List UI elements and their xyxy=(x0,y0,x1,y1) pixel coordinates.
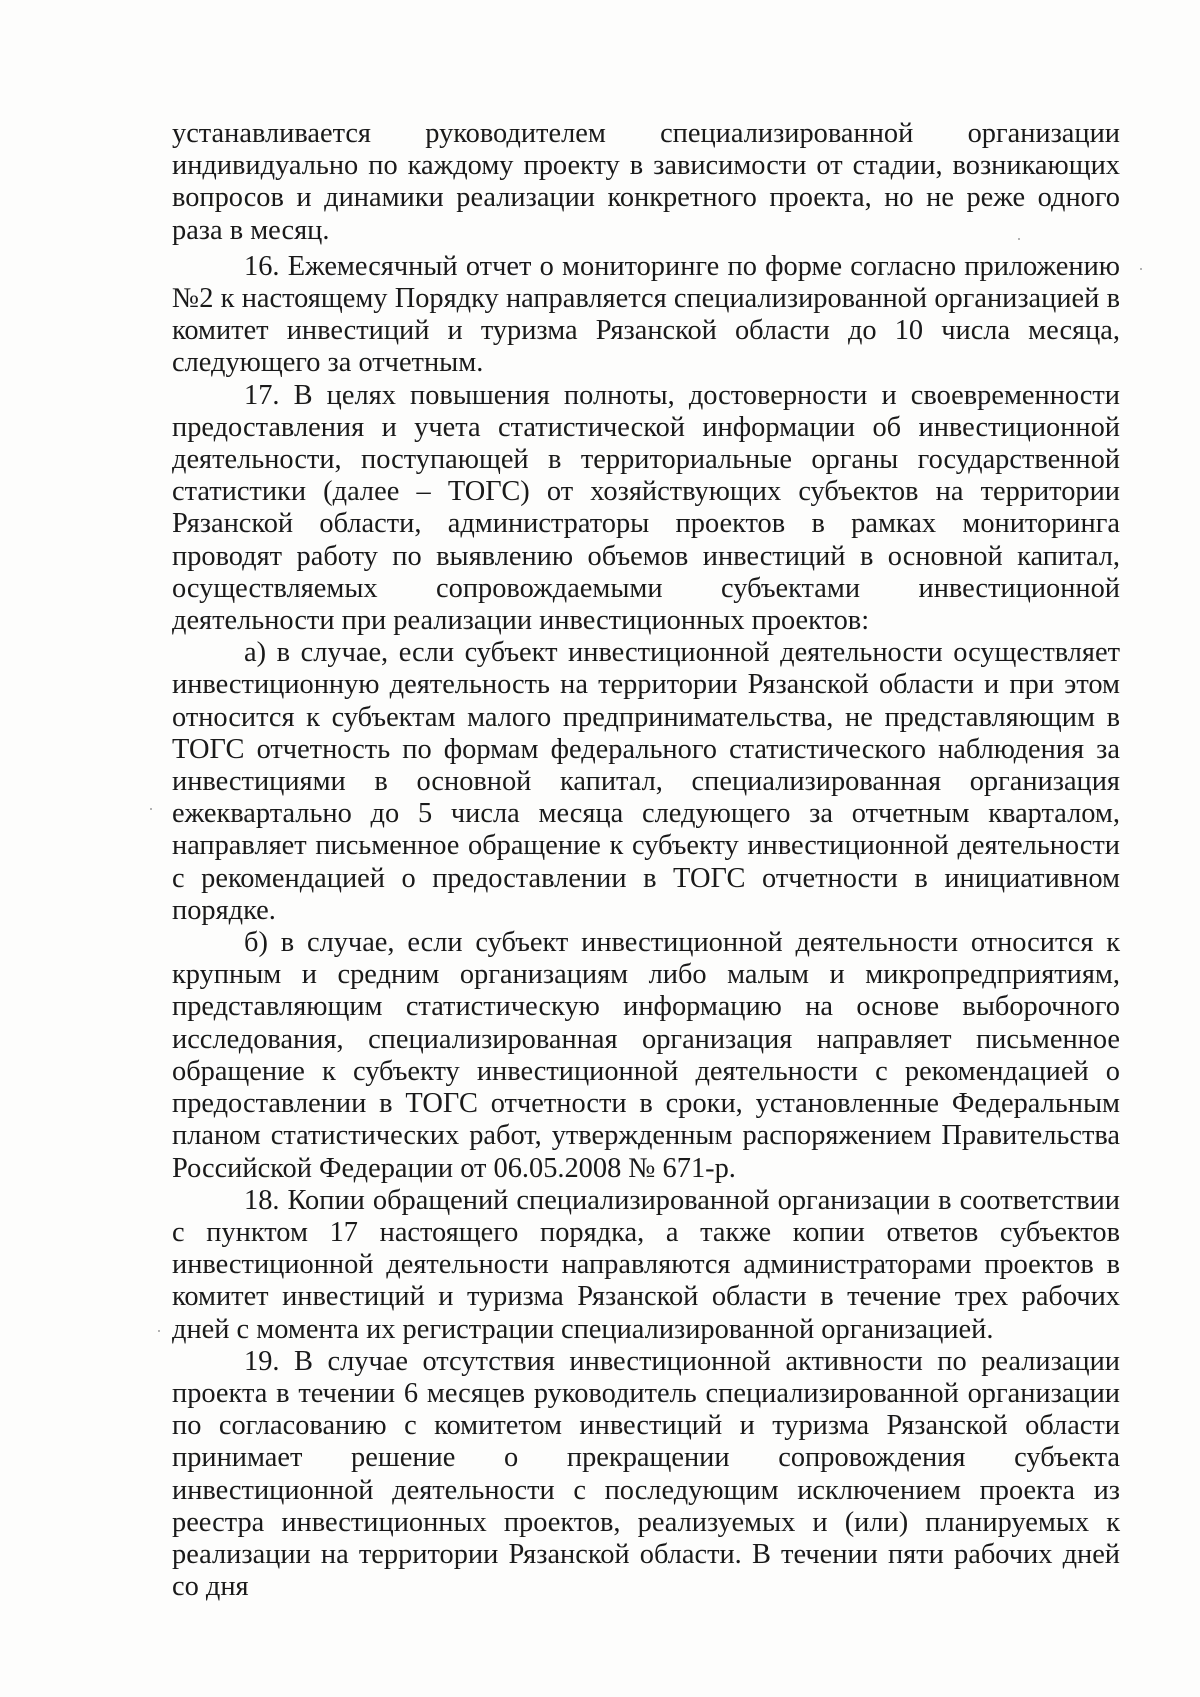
scan-speck xyxy=(158,1330,160,1332)
scan-speck xyxy=(1140,268,1142,270)
paragraph-19: 19. В случае отсутствия инвестиционной активности по реализации проекта в течении 6 месяцев руководитель специализированной организации по согласованию с комитетом инвестиций и туризма Рязанской области принимает решение о прекращении сопровождения субъекта инвестиционной деятельности с последующим исключением проекта из реестра инвестиционных проектов, реализуемых и (или) планируемых к реализации на территории Рязанской области. В течении пяти рабочих дней со дня xyxy=(172,1345,1120,1603)
paragraph-15-continuation: устанавливается руководителем специализированной организации индивидуально по каждому проекту в зависимости от стадии, возникающих вопросов и динамики реализации конкретного проекта, но не реже одного раза в месяц. xyxy=(172,118,1120,246)
document-body xyxy=(172,118,1120,1603)
paragraph-16: 16. Ежемесячный отчет о мониторинге по форме согласно приложению №2 к настоящему Порядку направляется специализированной организацией в комитет инвестиций и туризма Рязанской области до 10 числа месяца, следующего за отчетным. xyxy=(172,250,1120,379)
scan-speck xyxy=(1018,238,1020,240)
paragraph-17b: б) в случае, если субъект инвестиционной деятельности относится к крупным и средним организациям либо малым и микропредприятиям, представляющим статистическую информацию на основе выборочного исследования, специализированная организация направляет письменное обращение к субъекту инвестиционной деятельности с рекомендацией о предоставлении в ТОГС отчетности в сроки, установленные Федеральным планом статистических работ, утвержденным распоряжением Правительства Российской Федерации от 06.05.2008 № 671-р. xyxy=(172,927,1120,1184)
scan-speck xyxy=(150,808,152,810)
paragraph-17: 17. В целях повышения полноты, достоверности и своевременности предоставления и учета статистической информации об инвестиционной деятельности, поступающей в территориальные органы государственной статистики (далее – ТОГС) от хозяйствующих субъектов на территории Рязанской области, администраторы проектов в рамках мониторинга проводят работу по выявлению объемов инвестиций в основной капитал, осуществляемых сопровождаемыми субъектами инвестиционной деятельности при реализации инвестиционных проектов: xyxy=(172,379,1120,637)
paragraph-18: 18. Копии обращений специализированной организации в соответствии с пунктом 17 настоящего порядка, а также копии ответов субъектов инвестиционной деятельности направляются администраторами проектов в комитет инвестиций и туризма Рязанской области в течение трех рабочих дней с момента их регистрации специализированной организацией. xyxy=(172,1184,1120,1345)
paragraph-17a: а) в случае, если субъект инвестиционной деятельности осуществляет инвестиционную деятельность на территории Рязанской области и при этом относится к субъектам малого предпринимательства, не представляющим в ТОГС отчетность по формам федерального статистического наблюдения за инвестициями в основной капитал, специализированная организация ежеквартально до 5 числа месяца следующего за отчетным кварталом, направляет письменное обращение к субъекту инвестиционной деятельности с рекомендацией о предоставлении в ТОГС отчетности в инициативном порядке. xyxy=(172,637,1120,926)
